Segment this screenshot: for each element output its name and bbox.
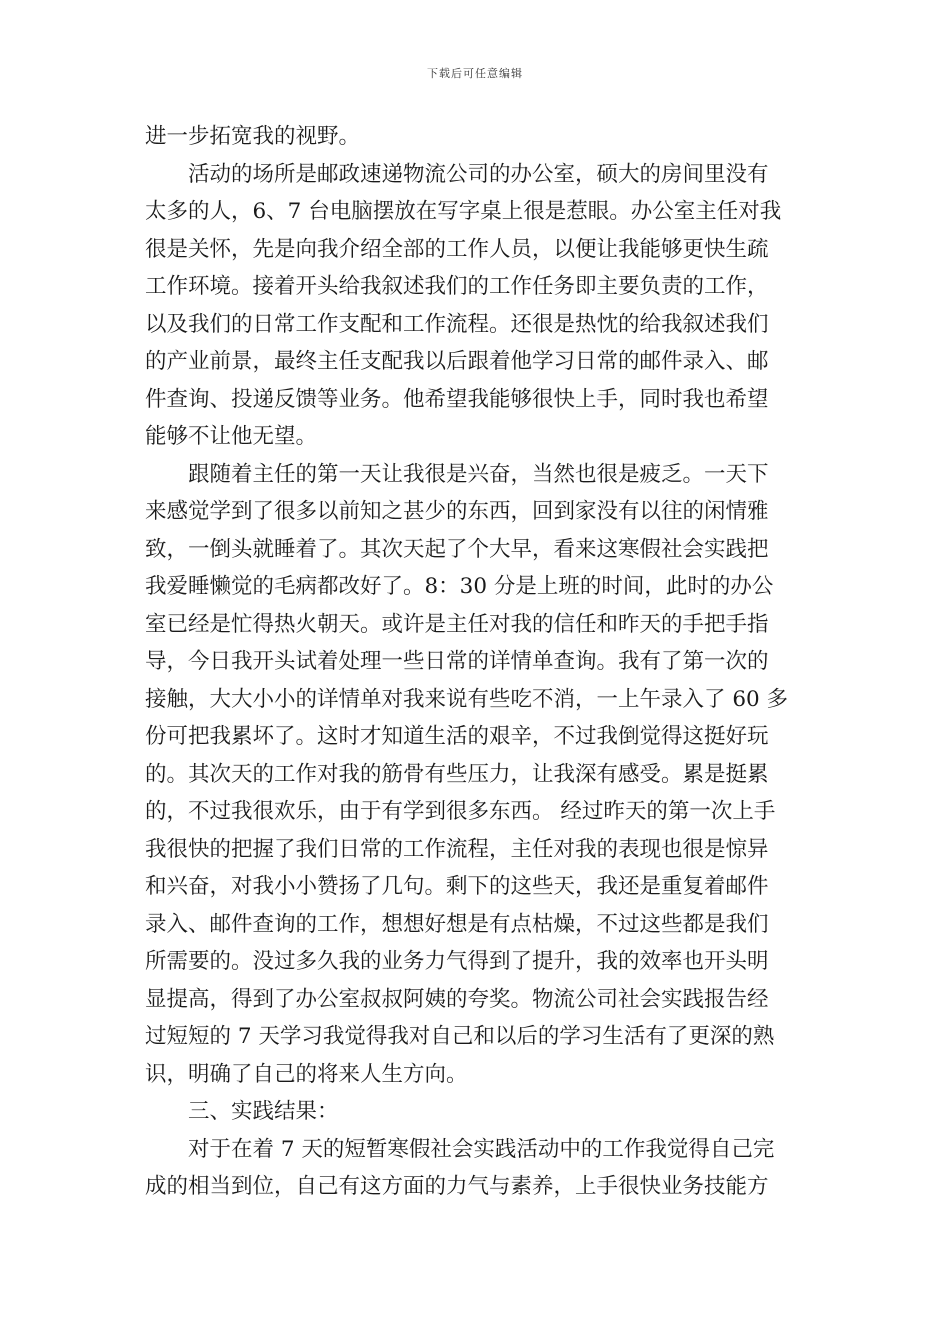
- text-line: 过短短的 7 天学习我觉得我对自己和以后的学习生活有了更深的熟: [145, 1024, 775, 1049]
- text-line: 很是关怀，先是向我介绍全部的工作人员，以便让我能够更快生疏: [145, 236, 769, 262]
- text-line: 我爱睡懒觉的毛病都改好了。8：30 分是上班的时间，此时的办公: [145, 574, 774, 599]
- text-line: 以及我们的日常工作支配和工作流程。还很是热忱的给我叙述我们: [145, 311, 769, 337]
- text-line: 跟随着主任的第一天让我很是兴奋，当然也很是疲乏。一天下: [188, 461, 769, 487]
- text-line: 的产业前景，最终主任支配我以后跟着他学习日常的邮件录入、邮: [145, 349, 769, 374]
- text-line: 份可把我累坏了。这时才知道生活的艰辛，不过我倒觉得这挺好玩: [145, 724, 769, 749]
- text-line: 致，一倒头就睡着了。其次天起了个大早，看来这寒假社会实践把: [145, 536, 769, 562]
- text-line: 三、实践结果：: [188, 1099, 339, 1124]
- text-line: 的，不过我很欢乐，由于有学到很多东西。 经过昨天的第一次上手: [145, 799, 776, 824]
- text-line: 来感觉学到了很多以前知之甚少的东西，回到家没有以往的闲情雅: [145, 499, 769, 524]
- text-line: 接触，大大小小的详情单对我来说有些吃不消，一上午录入了 60 多: [145, 686, 789, 712]
- text-line: 的。其次天的工作对我的筋骨有些压力，让我深有感受。累是挺累: [145, 761, 769, 787]
- text-line: 和兴奋，对我小小赞扬了几句。剩下的这些天，我还是重复着邮件: [145, 874, 769, 899]
- text-line: 进一步拓宽我的视野。: [145, 124, 361, 149]
- text-line: 工作环境。接着开头给我叙述我们的工作任务即主要负责的工作，: [145, 274, 769, 299]
- text-line: 太多的人，6、7 台电脑摆放在写字桌上很是惹眼。办公室主任对我: [145, 199, 782, 224]
- text-line: 录入、邮件查询的工作，想想好想是有点枯燥，不过这些都是我们: [145, 911, 769, 937]
- document-body: [145, 118, 810, 1206]
- text-line: 显提高，得到了办公室叔叔阿姨的夸奖。物流公司社会实践报告经: [145, 986, 769, 1012]
- page-header: 下载后可任意编辑: [427, 67, 523, 80]
- text-line: 能够不让他无望。: [145, 424, 318, 449]
- text-line: 我很快的把握了我们日常的工作流程，主任对我的表现也很是惊异: [145, 836, 769, 862]
- text-line: 室已经是忙得热火朝天。或许是主任对我的信任和昨天的手把手指: [145, 611, 769, 637]
- text-line: 识，明确了自己的将来人生方向。: [145, 1061, 468, 1087]
- text-line: 所需要的。没过多久我的业务力气得到了提升，我的效率也开头明: [145, 949, 769, 974]
- text-line: 导，今日我开头试着处理一些日常的详情单查询。我有了第一次的: [145, 649, 769, 674]
- text-line: 活动的场所是邮政速递物流公司的办公室，硕大的房间里没有: [188, 161, 769, 187]
- text-line: 件查询、投递反馈等业务。他希望我能够很快上手，同时我也希望: [145, 386, 769, 412]
- text-line: 成的相当到位，自己有这方面的力气与素养，上手很快业务技能方: [145, 1174, 769, 1199]
- text-line: 对于在着 7 天的短暂寒假社会实践活动中的工作我觉得自己完: [188, 1136, 775, 1162]
